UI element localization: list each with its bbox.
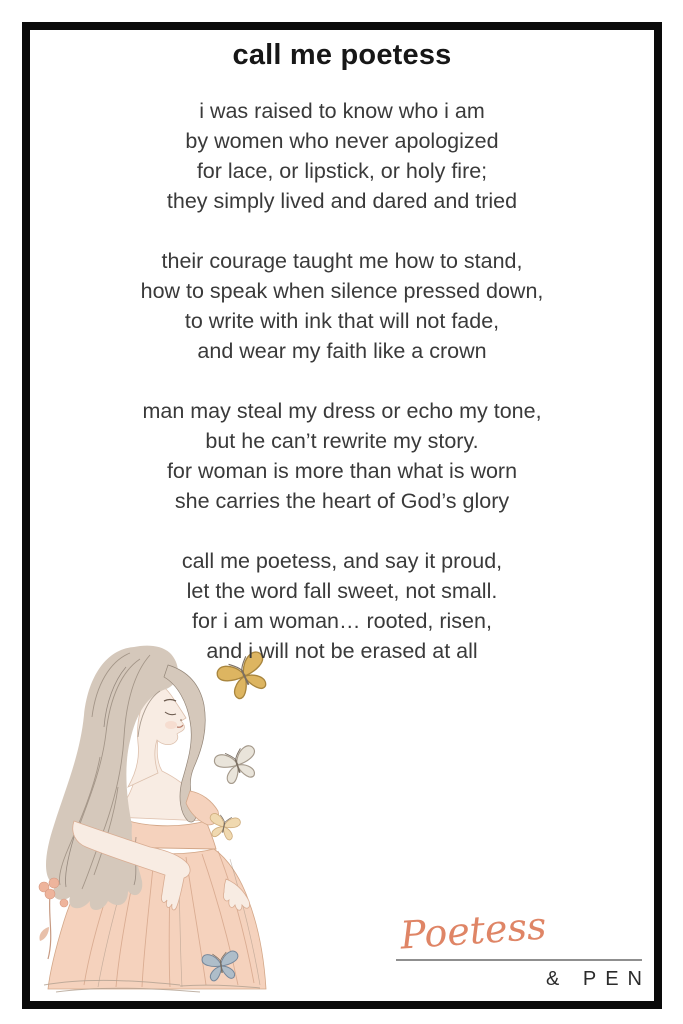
poster-frame	[22, 22, 662, 1009]
poem-line: for i am woman… rooted, risen,	[192, 609, 492, 633]
brand-script-text: Poetess	[398, 903, 548, 958]
brand-sub-text: & PEN	[545, 968, 651, 990]
cheek-blush	[165, 721, 177, 729]
poem-stanza-1	[30, 96, 654, 216]
poem-line: but he can’t rewrite my story.	[205, 429, 479, 453]
poem-line: they simply lived and dared and tried	[166, 189, 518, 213]
brand-logo	[396, 903, 651, 991]
white-butterfly-icon	[213, 744, 262, 786]
woman-sketch-illustration	[30, 637, 270, 1001]
poem-stanza-4	[30, 546, 654, 666]
poem-line: to write with ink that will not fade,	[184, 309, 500, 333]
brand-divider	[396, 959, 642, 961]
poem-line: man may steal my dress or echo my tone,	[142, 399, 542, 423]
poem-line: i was raised to know who i am	[199, 99, 485, 123]
poem-line: call me poetess, and say it proud,	[181, 549, 503, 573]
poem-line: for lace, or lipstick, or holy fire;	[196, 159, 488, 183]
poem-line: she carries the heart of God’s glory	[174, 489, 510, 513]
poem-line: and wear my faith like a crown	[197, 339, 487, 363]
poem-line: by women who never apologized	[185, 129, 499, 153]
poem-stanza-3	[30, 396, 654, 516]
poem-body	[30, 96, 654, 666]
poem-line: how to speak when silence pressed down,	[140, 279, 544, 303]
poem-line: let the word fall sweet, not small.	[186, 579, 498, 603]
page-title: call me poetess	[232, 39, 452, 71]
poem-line: their courage taught me how to stand,	[161, 249, 523, 273]
poem-line: for woman is more than what is worn	[166, 459, 518, 483]
poem-stanza-2	[30, 246, 654, 366]
poem-line: and i will not be erased at all	[206, 639, 478, 663]
